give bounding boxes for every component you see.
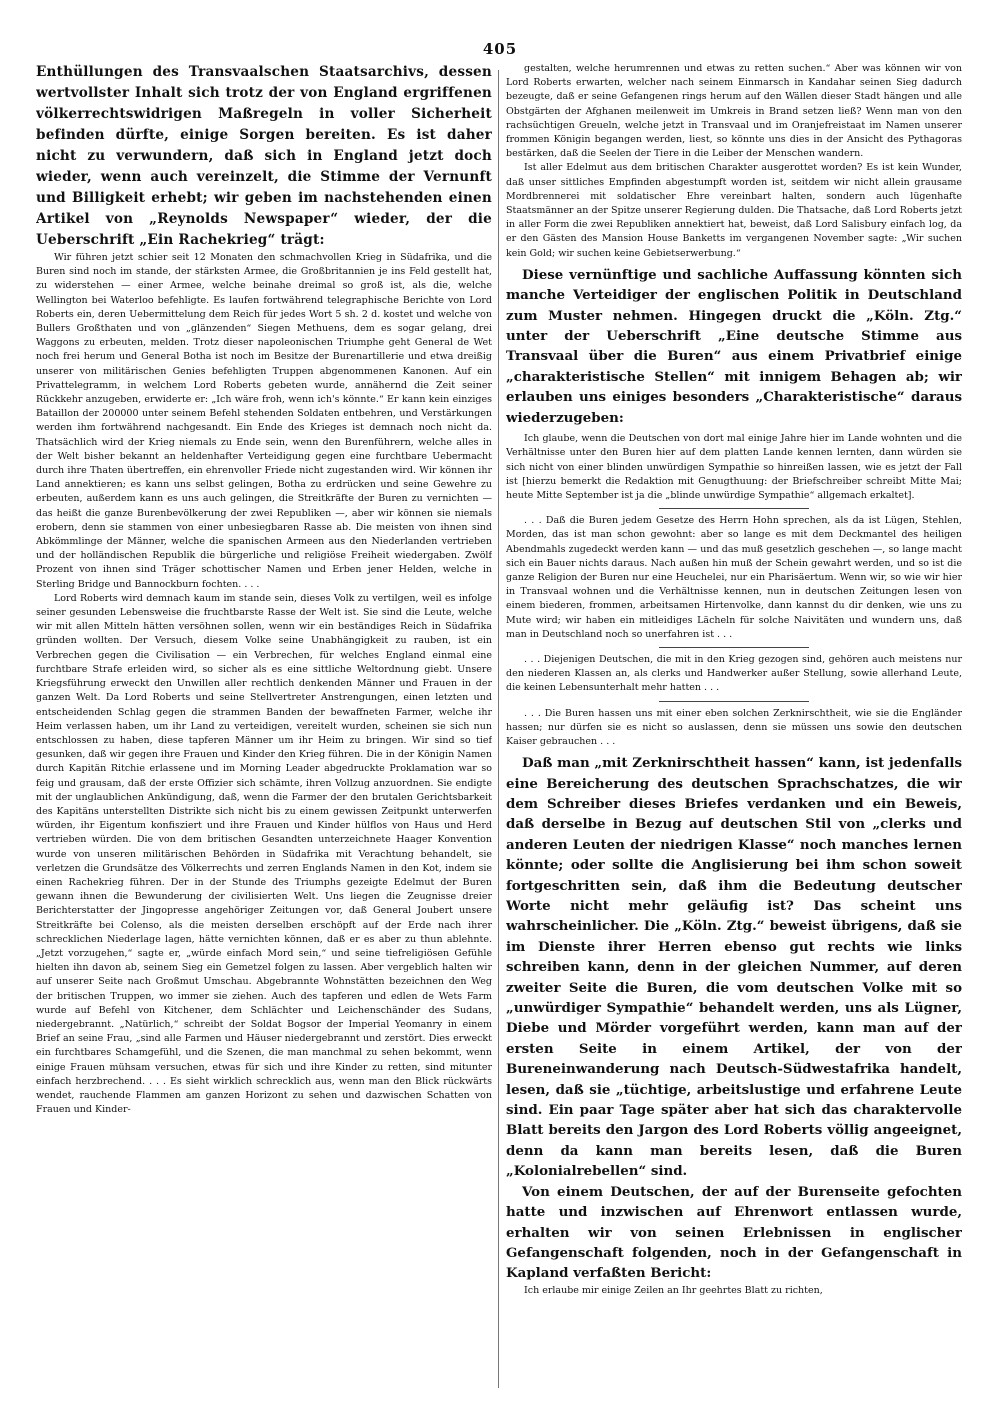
separator-rule — [659, 701, 809, 702]
article-paragraph-1: Wir führen jetzt schier seit 12 Monaten den schmachvollen Krieg in Südafrika, und die Buren sind noch im stande, der stärksten Armee, die Großbritannien je ins Feld gestellt hat, zu widerstehen — einer Armee, welche beinahe dreimal so groß ist, als die, welche Wellington bei Waterloo befehligte. Es laufen fortwährend telegraphische Berichte von Lord Roberts ein, deren Uebermittelung dem Reich für jedes Wort 5 sh. 2 d. kostet und welche von Bullers Großthaten und von „glänzenden“ Siegen Methuens, dem es sogar gelang, drei Waggons zu erbeuten, melden. Trotz dieser napoleonischen Triumphe geht General de Wet noch frei herum und General Botha ist noch im Besitze der Burenartillerie und etwa dreißig unserer von militärischen Genies befehligten Truppen abgenommenen Kanonen. Auf ein Privattelegramm, in welchem Lord Roberts gebeten wurde, annähernd die Zeit seiner Rückkehr anzugeben, erwiderte er: „Ich wäre froh, wenn ich's könnte.“ Er kann kein einziges Bataillon der 200000 unter seinem Befehl stehenden Soldaten entbehren, und Verstärkungen werden ihm fortwährend nachgesandt. Ein Ende des Krieges ist demnach noch nicht da. Thatsächlich wird der Krieg niemals zu Ende sein, wenn den Burenführern, welche alles in der Welt bisher bekannt an heldenhafter Verteidigung gegen eine furchtbare Uebermacht durch ihre Thaten übertreffen, ein ehrenvoller Friede nicht zugestanden wird. Wir können ihr Land annektieren; es kann uns selbst gelingen, Botha zu erdrücken und seine Gewehre zu erbeuten, außerdem kann es uns auch gelingen, die Streitkräfte der Buren zu vernichten — das heißt die ganze Burenbevölkerung der zwei Republiken —, aber wir können sie niemals erobern, denn sie stammen von einer unbesiegbaren Rasse ab. Die meisten von ihnen sind Abkömmlinge der Männer, welche die spanischen Armeen aus den Niederlanden vertrieben und der holländischen Republik die bürgerliche und religiöse Freiheit wiedergaben. Zwölf Prozent von ihnen sind Träger schottischer Namen und Erben jener Helden, welche in Sterling Bridge und Bannockburn fochten. . . . — [36, 252, 492, 590]
left-column — [36, 62, 492, 1390]
letter-opening: Ich erlaube mir einige Zeilen an Ihr geehrtes Blatt zu richten, — [524, 1284, 823, 1296]
column-divider — [498, 70, 499, 1388]
right-column — [506, 62, 962, 1390]
separator-rule — [659, 647, 809, 648]
article-paragraph-2: Lord Roberts wird demnach kaum im stande sein, dieses Volk zu vertilgen, weil es infolge seiner gesunden Lebensweise die fruchtbarste Rasse der Welt ist. Sie sind die Leute, welche wir mit allen Mitteln hätten versöhnen sollen, wenn wir ein beständiges Reich in Südafrika gründen wollten. Der Versuch, diesem Volke seine Unabhängigkeit zu rauben, ist ein Verbrechen gegen die Civilisation — ein Verbrechen, für welches England einmal eine furchtbare Strafe erleiden wird, so sicher als es eine sittliche Weltordnung giebt. Unsere Kriegsführung erweckt den Unwillen aller rechtlich denkenden Männer und Frauen in der ganzen Welt. Da Lord Roberts und seine Stellvertreter Anstrengungen, einen letzten und entscheidenden Schlag gegen die strammen Banden der bewaffneten Farmer, welche ihr Heim verlassen haben, um ihr Land zu verteidigen, vereitelt wurden, scheinen sie sich nun entschlossen zu haben, diese tapferen Männer um ihr Heim zu bringen. Wir sind so tief gesunken, daß wir gegen ihre Frauen und Kinder den Krieg führen. Die in der Königin Namen durch Kapitän Ritchie erlassene und im Morning Leader abgedruckte Proklamation war so feig und grausam, daß der erste Offizier sich schämte, ihren Vollzug anzuordnen. Sie endigte mit der unglaublichen Ankündigung, daß, wenn die Farmer der den brutalen Gerichtsbarkeit des Kapitäns unterstellten Distrikte sich nicht bis zu einem gewissen Zeitpunkt unterwerfen würden, ihr Eigentum konfisziert und ihre Frauen und Kinder hülflos von Haus und Herd vertrieben würden. Die von dem britischen Gesandten unterzeichnete Haager Konvention wurde von unseren militärischen Behörden in Südafrika mit Verachtung behandelt, sie verletzen die Grundsätze des Völkerrechts und zerren Englands Namen in den Kot, indem sie einen Rachekrieg führen. Der in der Stunde des Triumphs gezeigte Edelmut der Buren gewann ihnen die Bewunderung der civilisierten Welt. Uns liegen die Zeugnisse dreier Berichterstatter der Jingopresse angehöriger Zeitungen vor, daß General Joubert unsere Streitkräfte bei Colenso, als die meisten derselben erschöpft auf der Erde nach ihrer schrecklichen Niederlage lagen, hätte vernichten können, daß er es aber zu thun ablehnte. „Jetzt vorzugehen,“ sagte er, „würde einfach Mord sein,“ und seine tiefreligiösen Gefühle hielten ihn davon ab, seinem Sieg ein Gemetzel folgen zu lassen. Aber vergeblich halten wir auf unserer Seite nach Großmut Umschau. Abgebrannte Wohnstätten bezeichnen den Weg der britischen Truppen, wo immer sie ziehen. Auch des tapferen und edlen de Wets Farm wurde auf Befehl von Kitchener, dem Schlächter und Leichenschänder des Sudans, niedergebrannt. „Natürlich,“ schreibt der Soldat Bogsor der Imperial Yeomanry in einem Brief an seine Frau, „sind alle Farmen und Häuser niedergebrannt und zerstört. Dies erweckt ein furchtbares Schamgefühl, und die Szenen, die man manchmal zu sehen bekommt, wenn einige Frauen mühsam versuchen, etwas für sich und ihre Kinder zu retten, sind mitunter einfach herzbrechend. . . . Es sieht wirklich schrecklich aus, wenn man den Blick rückwärts wendet, rauchende Flammen am ganzen Horizont zu sehen und dazwischen Schatten von Frauen und Kinder- — [36, 592, 492, 1116]
letter-quote-2: . . . Daß die Buren jedem Gesetze des Herrn Hohn sprechen, als da ist Lügen, Stehlen, Morden, das ist man schon gewohnt: aber so lange es mit dem Deckmantel des heiligen Abendmahls zugedeckt werden kann — und das muß gesetzlich geschehen —, so lange macht sich ein Bauer nichts daraus. Nach außen hin muß der Schein gewahrt werden, und so ist die ganze Religion der Buren nur eine Heuchelei, nur ein Pharisäertum. Wenn wir, so wie wir hier in Transvaal wohnen und die Verhältnisse kennen, nun in deutschen Zeitungen lesen von einem biederen, frommen, arbeitsamen Hirtenvolke, dann kannst du dir denken, wie uns zu Mute wird; wir haben ein mitleidiges Lächeln für solche Naivitäten und wundern uns, daß man in Deutschland noch so unerfahren ist . . . — [506, 515, 962, 640]
commentary-paragraph-1: Diese vernünftige und sachliche Auffassung könnten sich manche Verteidiger der englischen Politik in Deutschland zum Muster nehmen. Hingegen druckt die „Köln. Ztg.“ unter der Ueberschrift „Eine deutsche Stimme aus Transvaal über die Buren“ aus einem Privatbrief einige „charakteristische Stellen“ mit innigem Behagen ab; wir erlauben uns einiges besonders „Charakteristische“ daraus wiederzugeben: — [506, 266, 962, 426]
article-paragraph-3: gestalten, welche herumrennen und etwas zu retten suchen.“ Aber was können wir von Lord Roberts erwarten, welcher nach seinem Einmarsch in Kandahar seinen Sieg dadurch bezeugte, daß er seine Gefangenen rings herum auf den Wällen dieser Stadt hängen und alle Obstgärten der Afghanen meilenweit im Umkreis in Brand setzen ließ? Wenn man von den rachsüchtigen Greueln, welche jetzt in Transvaal und im Oranjefreistaat im Namen unserer frommen Königin begangen werden, liest, so könnte uns dies in der Ansicht des Pythagoras bestärken, daß die Seelen der Tiere in die Leiber der Menschen wandern. — [506, 63, 962, 160]
commentary-paragraph-3: Von einem Deutschen, der auf der Burenseite gefochten hatte und inzwischen auf Ehrenwort entlassen wurde, erhalten wir von seinen Erlebnissen in englischer Gefangenschaft folgenden, noch in der Gefangenschaft in Kapland verfaßten Bericht: — [506, 1183, 962, 1282]
commentary-paragraph-2: Daß man „mit Zerknirschtheit hassen“ kann, ist jedenfalls eine Bereicherung des deutschen Sprachschatzes, die wir dem Schreiber dieses Briefes verdanken und ein Beweis, daß derselbe in Bezug auf deutschen Stil von „clerks und anderen Leuten der niedrigen Klasse“ noch manches lernen könnte; oder sollte die Anglisierung bei ihm schon soweit fortgeschritten sein, daß ihm die Bedeutung deutscher Worte nicht mehr geläufig ist? Das scheint uns wahrscheinlicher. Die „Köln. Ztg.“ beweist übrigens, daß sie im Dienste ihrer Herren ebenso gut rechts wie links schreiben kann, denn in der gleichen Nummer, auf deren zweiter Seite die Buren, die vom deutschen Volke mit so „unwürdiger Sympathie“ behandelt werden, uns als Lügner, Diebe und Mörder vorgeführt werden, kann man auf der ersten Seite in einem Artikel, der von der Bureneinwanderung nach Deutsch-Südwestafrika handelt, lesen, daß sie „tüchtige, arbeitslustige und erfahrene Leute sind. Ein paar Tage später aber hat sich das charaktervolle Blatt bereits den Jargon des Lord Roberts völlig angeeignet, denn da kann man bereits lesen, daß die Buren „Kolonialrebellen“ sind. — [506, 755, 962, 1180]
article-paragraph-4: Ist aller Edelmut aus dem britischen Charakter ausgerottet worden? Es ist kein Wunder, daß unser sittliches Empfinden abgestumpft worden ist, seitdem wir nicht allein grausame Mordbrennerei mit soldatischer Ehre vereinbart halten, sondern auch lügenhafte Staatsmänner an der Spitze unserer Regierung dulden. Die Thatsache, daß Lord Roberts jetzt in aller Form die zwei Republiken annektiert hat, beweist, daß Lord Salisbury einfach log, da er den Gästen des Mansion House Banketts im vergangenen November sagte: „Wir suchen kein Gold; wir suchen keine Gebietserwerbung.“ — [506, 162, 962, 259]
letter-quote-4: . . . Die Buren hassen uns mit einer eben solchen Zerknirschtheit, wie sie die Engländer hassen; nur dürfen sie es nicht so auslassen, denn sie müssen uns sowie den deutschen Kaiser gebrauchen . . . — [506, 707, 962, 747]
separator-rule — [659, 508, 809, 509]
letter-quote-3: . . . Diejenigen Deutschen, die mit in den Krieg gezogen sind, gehören auch meistens nur den niederen Klassen an, als clerks und Handwerker außer Stellung, sowie allerhand Leute, die keinen Lebensunterhalt mehr hatten . . . — [506, 653, 962, 694]
page-number: 405 — [482, 40, 518, 58]
intro-paragraph: Enthüllungen des Transvaalschen Staatsarchivs, dessen wertvollster Inhalt sich trotz der von England ergriffenen völkerrechtswidrigen Maßregeln in voller Sicherheit befinden dürfte, einige Sorgen bereiten. Es ist daher nicht zu verwundern, daß sich in England jetzt doch wieder, wenn auch vereinzelt, die Stimme der Vernunft und Billigkeit erhebt; wir geben im nachstehenden einen Artikel von „Reynolds Newspaper“ wieder, der die Ueberschrift „Ein Rachekrieg“ trägt: — [36, 64, 492, 248]
letter-quote-1: Ich glaube, wenn die Deutschen von dort mal einige Jahre hier im Lande wohnten und die Verhältnisse unter den Buren hier auf dem platten Lande kennen lernten, dann würden sie sich nicht von einer blinden unwürdigen Sympathie so hinreißen lassen, wie es jetzt der Fall ist [hierzu bemerkt die Redaktion mit Genugthuung: der Briefschreiber schreibt Mitte Mai; heute Mitte September ist ja die „blinde unwürdige Sympathie“ allgemach erkaltet]. — [506, 433, 962, 501]
